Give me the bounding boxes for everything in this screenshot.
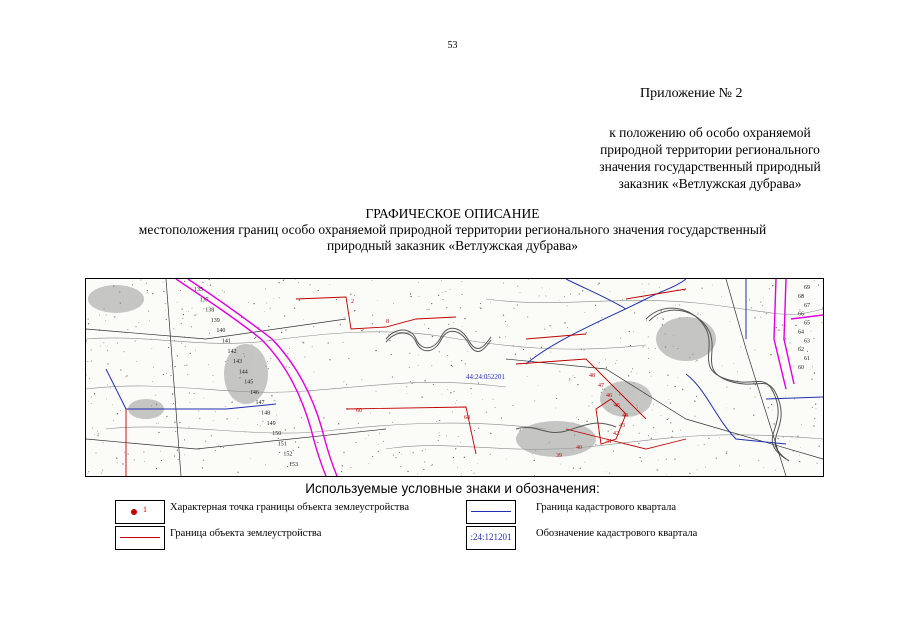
boundary-point-number: 64 <box>798 329 804 336</box>
boundary-point-number: 148 <box>261 410 271 417</box>
page-number: 53 <box>447 40 458 51</box>
boundary-point-number: 153 <box>289 462 298 468</box>
svg-text:41: 41 <box>606 439 612 445</box>
svg-text:46: 46 <box>606 393 612 399</box>
boundary-point-number: 69 <box>804 285 810 291</box>
svg-text:40: 40 <box>576 445 582 451</box>
map-canvas <box>86 279 823 476</box>
svg-text:8: 8 <box>386 319 389 325</box>
svg-text:44: 44 <box>622 413 628 419</box>
boundary-point-number: 61 <box>804 356 810 363</box>
appendix-subtitle-line: значения государственный природный <box>599 159 821 174</box>
appendix-subtitle-line: заказник «Ветлужская дубрава» <box>618 176 802 191</box>
boundary-point-number: 142 <box>227 348 237 355</box>
boundary-point-number: 147 <box>255 400 265 407</box>
heading-line: местоположения границ особо охраняемой природной территории регионального значения государственный <box>138 222 767 237</box>
boundary-point-icon <box>131 509 137 515</box>
boundary-point-number: 146 <box>249 389 259 396</box>
legend-object-boundary-sample <box>115 526 165 550</box>
legend-cadastral-boundary-label: Граница кадастрового квартала <box>536 502 677 513</box>
heading-title: ГРАФИЧЕСКОЕ ОПИСАНИЕ <box>365 206 540 221</box>
svg-text:68: 68 <box>464 415 470 421</box>
appendix-subtitle-line: к положению об особо охраняемой <box>609 125 811 140</box>
boundary-point-number: 60 <box>798 365 804 371</box>
appendix-title: Приложение № 2 <box>640 86 743 101</box>
legend-cadastral-label-label: Обозначение кадастрового квартала <box>536 528 698 539</box>
legend-object-boundary-label: Граница объекта землеустройства <box>170 528 322 539</box>
boundary-point-number: 137 <box>199 297 209 304</box>
boundary-point-number: 65 <box>804 320 810 327</box>
cadastral-quarter-label: 44:24:052201 <box>466 373 505 381</box>
object-boundary-line-icon <box>120 537 160 538</box>
boundary-point-number: 62 <box>798 347 804 354</box>
boundary-point-number: 141 <box>221 338 231 345</box>
boundary-point-number: 138 <box>205 307 215 314</box>
svg-text:2: 2 <box>351 299 354 305</box>
boundary-map <box>85 278 824 477</box>
boundary-point-number: 149 <box>266 420 276 427</box>
svg-text:39: 39 <box>556 453 562 459</box>
appendix-subtitle-line: природной территории регионального <box>600 142 820 157</box>
boundary-point-number: 135 <box>194 287 203 293</box>
cadastral-boundary-line-icon <box>471 511 511 512</box>
boundary-point-number: 66 <box>798 311 804 318</box>
boundary-point-number: 145 <box>244 379 254 386</box>
legend-cadastral-boundary-sample <box>466 500 516 524</box>
boundary-point-number: 151 <box>277 441 287 448</box>
boundary-point-number: 1 <box>143 505 147 514</box>
svg-text:42: 42 <box>613 431 619 437</box>
svg-text:47: 47 <box>598 383 604 389</box>
boundary-point-number: 143 <box>233 359 243 366</box>
legend-point-label: Характерная точка границы объекта землеустройства <box>170 502 409 513</box>
svg-text:45: 45 <box>614 403 620 409</box>
boundary-point-number: 67 <box>804 302 810 309</box>
boundary-point-number: 152 <box>283 451 293 458</box>
boundary-point-number: 144 <box>238 369 248 376</box>
heading-line: природный заказник «Ветлужская дубрава» <box>326 238 579 253</box>
legend-cadastral-label-sample <box>466 526 516 550</box>
svg-text:60: 60 <box>356 408 362 414</box>
boundary-point-number: 63 <box>804 338 810 345</box>
boundary-point-number: 68 <box>798 293 804 300</box>
cadastral-label-sample-text: :24:121201 <box>470 532 512 542</box>
boundary-point-number: 140 <box>216 328 226 335</box>
boundary-point-number: 139 <box>210 317 220 324</box>
boundary-point-number: 150 <box>272 431 282 438</box>
svg-text:48: 48 <box>589 373 595 379</box>
legend-title: Используемые условные знаки и обозначения: <box>305 481 600 496</box>
legend-point-sample <box>115 500 165 524</box>
document-heading <box>0 206 905 254</box>
svg-text:43: 43 <box>619 423 625 429</box>
appendix-subtitle <box>540 124 880 192</box>
